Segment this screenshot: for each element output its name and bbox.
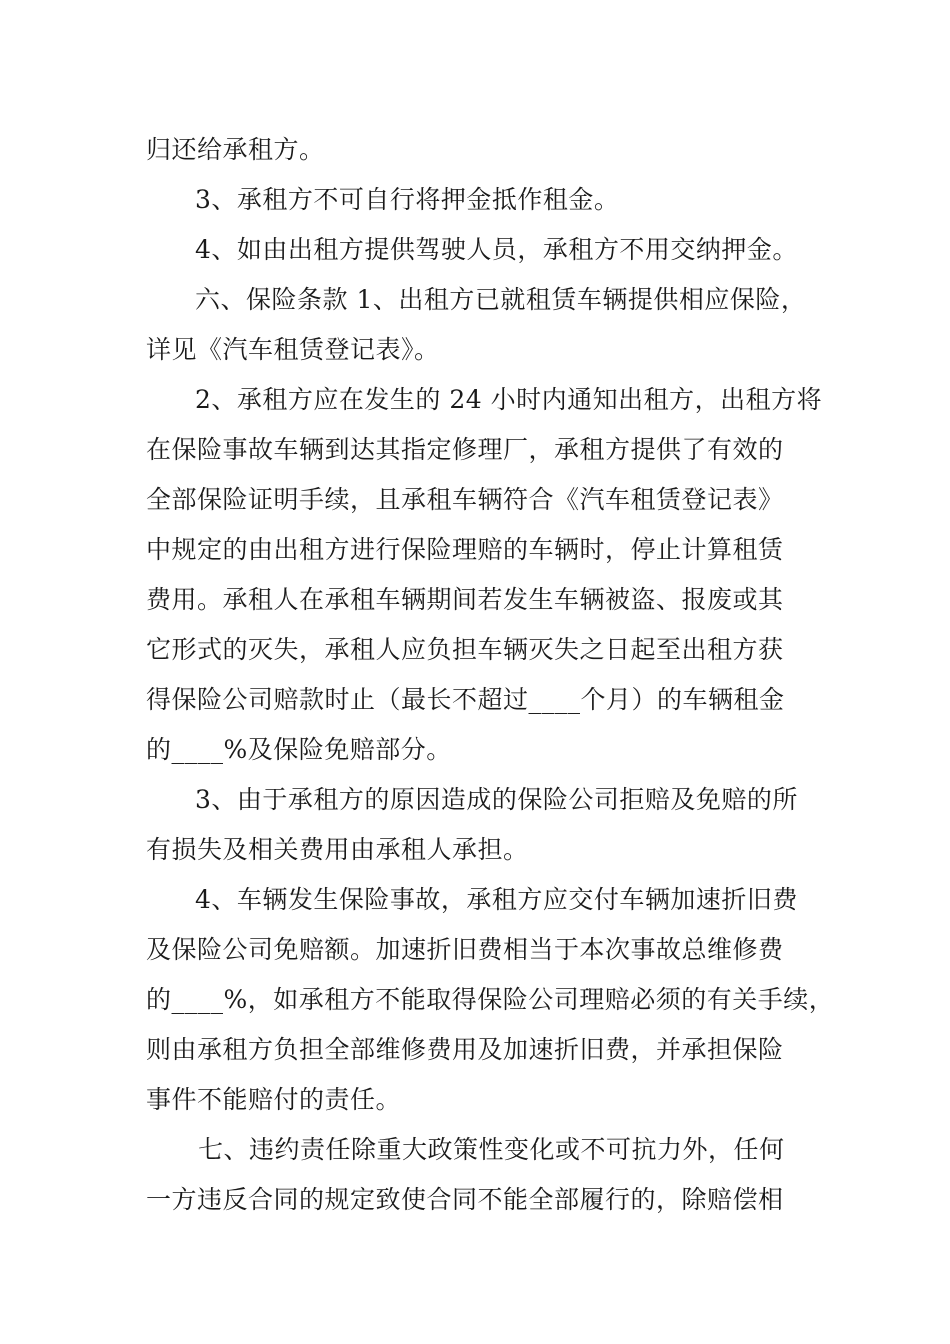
text-line: 则由承租方负担全部维修费用及加速折旧费，并承担保险 xyxy=(146,1035,784,1064)
text-line: 的____%，如承租方不能取得保险公司理赔必须的有关手续， xyxy=(146,985,835,1014)
text-line: 详见《汽车租赁登记表》。 xyxy=(146,335,440,364)
text-line: 中规定的由出租方进行保险理赔的车辆时，停止计算租赁 xyxy=(146,535,784,564)
text-line: 归还给承租方。 xyxy=(146,135,325,164)
text-line: 3、由于承租方的原因造成的保险公司拒赔及免赔的所 xyxy=(195,785,798,814)
text-line: 在保险事故车辆到达其指定修理厂，承租方提供了有效的 xyxy=(146,435,784,464)
text-line: 七、违约责任除重大政策性变化或不可抗力外，任何 xyxy=(198,1135,785,1164)
text-line: 全部保险证明手续，且承租车辆符合《汽车租赁登记表》 xyxy=(146,485,784,514)
text-line: 及保险公司免赔额。加速折旧费相当于本次事故总维修费 xyxy=(146,935,784,964)
text-line: 费用。承租人在承租车辆期间若发生车辆被盗、报废或其 xyxy=(146,585,784,614)
text-line: 它形式的灭失，承租人应负担车辆灭失之日起至出租方获 xyxy=(146,635,784,664)
text-line: 有损失及相关费用由承租人承担。 xyxy=(146,835,529,864)
text-line: 六、保险条款 1、出租方已就租赁车辆提供相应保险， xyxy=(195,285,807,314)
text-line: 2、承租方应在发生的 24 小时内通知出租方，出租方将 xyxy=(195,385,823,414)
text-line: 4、如由出租方提供驾驶人员，承租方不用交纳押金。 xyxy=(195,235,798,264)
text-line: 的____%及保险免赔部分。 xyxy=(146,735,452,764)
text-line: 4、车辆发生保险事故，承租方应交付车辆加速折旧费 xyxy=(195,885,798,914)
text-line: 事件不能赔付的责任。 xyxy=(146,1085,402,1114)
text-line: 3、承租方不可自行将押金抵作租金。 xyxy=(195,185,620,214)
text-line: 得保险公司赔款时止（最长不超过____个月）的车辆租金 xyxy=(146,685,785,714)
text-line: 一方违反合同的规定致使合同不能全部履行的，除赔偿相 xyxy=(146,1185,784,1214)
